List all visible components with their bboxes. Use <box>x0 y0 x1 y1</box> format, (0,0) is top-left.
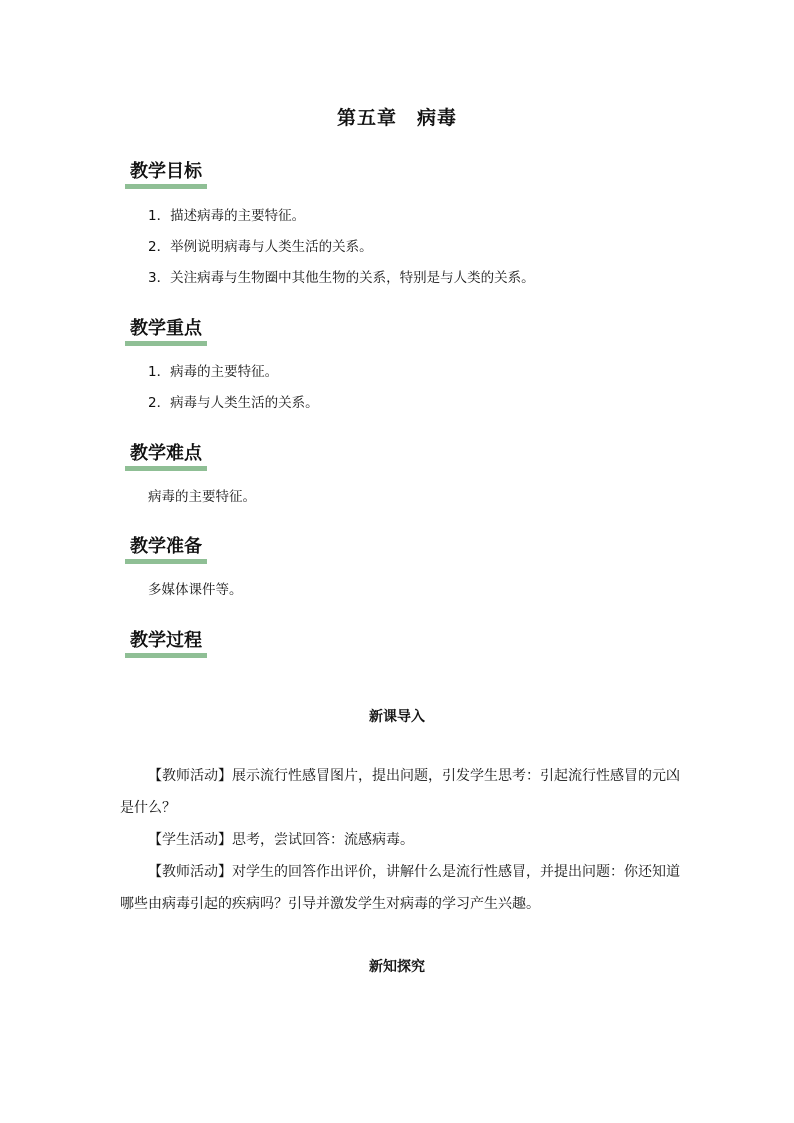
heading-underline <box>125 466 207 471</box>
heading-underline <box>125 184 207 189</box>
section-heading-preparation <box>125 536 207 560</box>
heading-underline <box>125 653 207 658</box>
key-point-item-2: 2．病毒与人类生活的关系。 <box>148 395 319 411</box>
section-heading-difficulties <box>125 443 207 467</box>
key-point-item-1: 1．病毒的主要特征。 <box>148 364 279 380</box>
section-heading-key-points <box>125 318 207 342</box>
heading-underline <box>125 341 207 346</box>
objective-item-3: 3．关注病毒与生物圈中其他生物的关系，特别是与人类的关系。 <box>148 270 535 286</box>
objective-item-2: 2．举例说明病毒与人类生活的关系。 <box>148 239 373 255</box>
heading-underline <box>125 559 207 564</box>
explore-subheading: 新知探究 <box>369 959 425 975</box>
preparation-text: 多媒体课件等。 <box>148 582 243 598</box>
difficulties-text: 病毒的主要特征。 <box>148 489 256 505</box>
section-heading-objectives-text: 教学目标 <box>130 161 202 182</box>
process-paragraph-1: 【教师活动】展示流行性感冒图片，提出问题，引发学生思考：引起流行性感冒的元凶是什么？ <box>120 768 680 816</box>
process-paragraph-3: 【教师活动】对学生的回答作出评价，讲解什么是流行性感冒，并提出问题：你还知道哪些由病毒引起的疾病吗？引导并激发学生对病毒的学习产生兴趣。 <box>120 864 680 912</box>
section-heading-key-points-text: 教学重点 <box>130 318 202 339</box>
intro-subheading: 新课导入 <box>369 709 425 725</box>
section-heading-objectives <box>125 161 207 185</box>
section-heading-process <box>125 630 207 654</box>
section-heading-difficulties-text: 教学难点 <box>130 443 202 464</box>
chapter-title: 第五章 病毒 <box>336 107 457 129</box>
process-paragraph-2: 【学生活动】思考，尝试回答：流感病毒。 <box>148 832 414 848</box>
section-heading-process-text: 教学过程 <box>130 630 202 651</box>
objective-item-1: 1．描述病毒的主要特征。 <box>148 208 306 224</box>
section-heading-preparation-text: 教学准备 <box>130 536 202 557</box>
